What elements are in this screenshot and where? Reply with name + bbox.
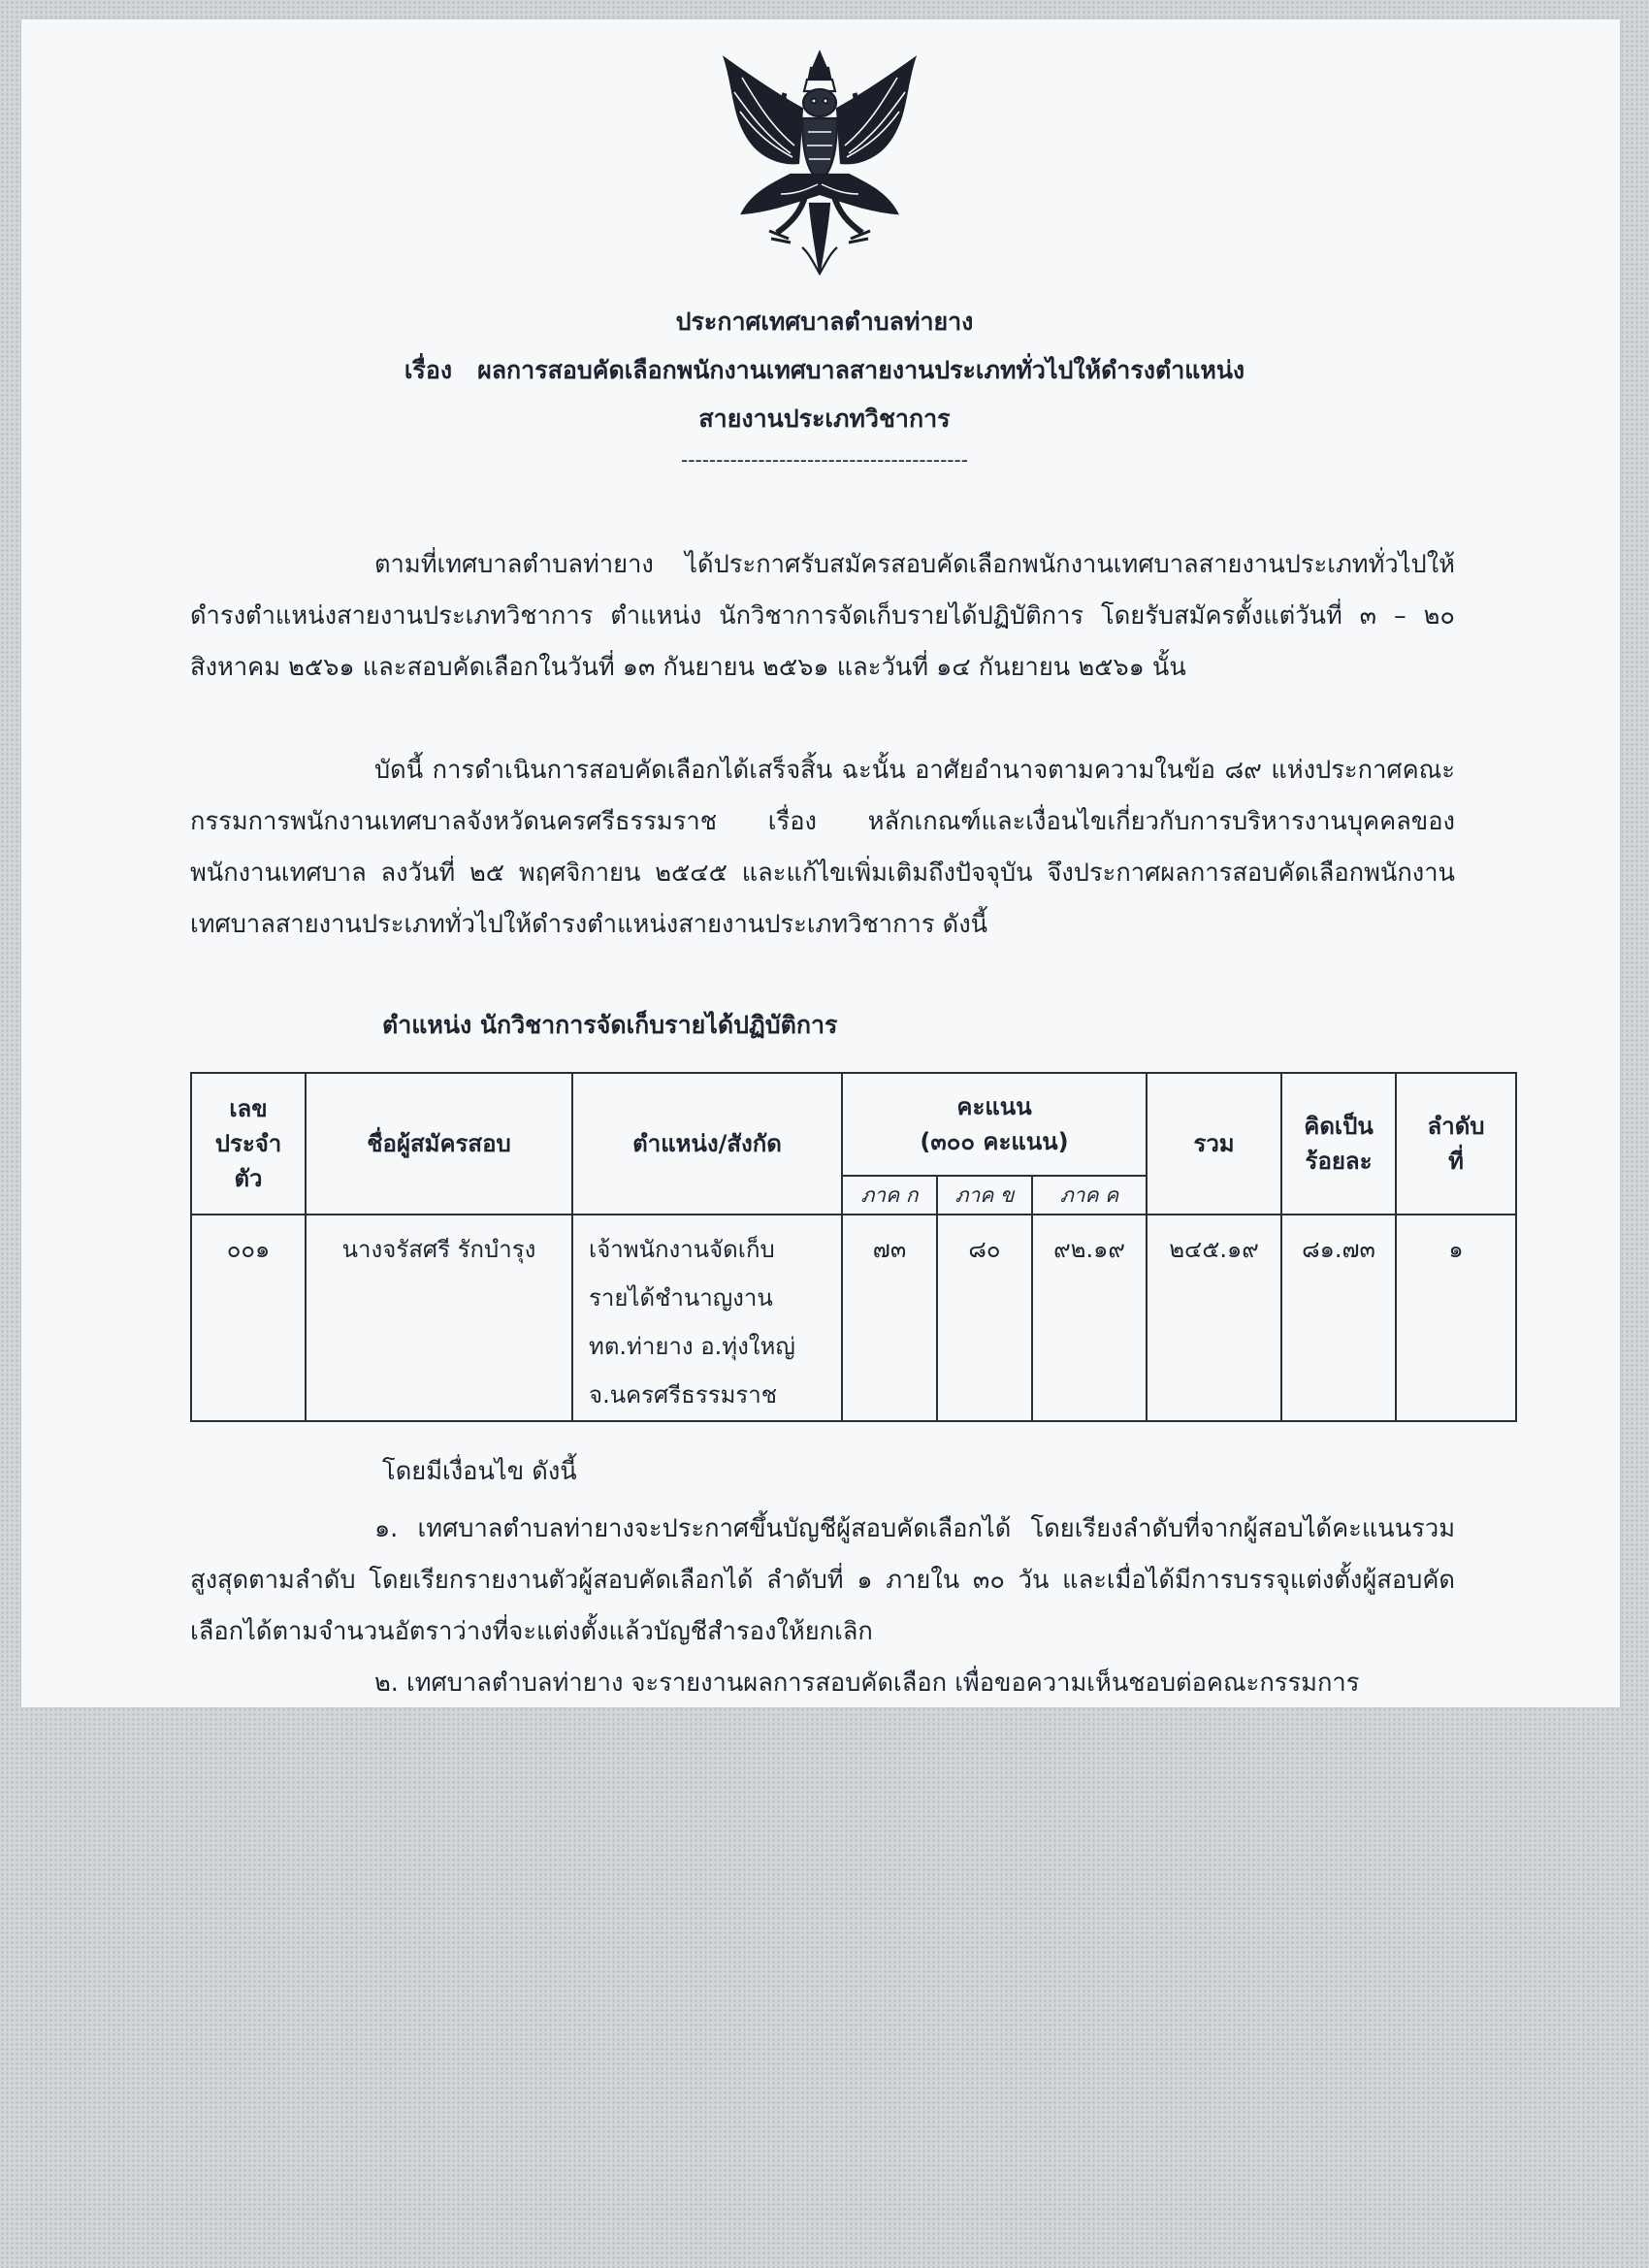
cell-position-line4: จ.นครศรีธรรมราช	[589, 1381, 778, 1409]
table-header-row	[191, 1073, 1516, 1176]
header-rank-line1: ลำดับ	[1427, 1113, 1485, 1140]
header-percent-line2: ร้อยละ	[1305, 1148, 1373, 1175]
header-percent	[1281, 1073, 1396, 1215]
conditions-intro: โดยมีเงื่อนไข ดังนี้	[382, 1457, 577, 1486]
paragraph-intro	[190, 539, 1455, 694]
cell-position-line1: เจ้าพนักงานจัดเก็บ	[589, 1236, 775, 1263]
header-score-line1: คะแนน	[956, 1093, 1032, 1120]
header-part-a: ภาค ก	[842, 1176, 937, 1215]
header-total: รวม	[1147, 1073, 1281, 1215]
announcement-subject	[0, 351, 1649, 390]
header-part-b: ภาค ข	[937, 1176, 1032, 1215]
header-id-line1: เลข	[229, 1095, 268, 1122]
header-part-c: ภาค ค	[1032, 1176, 1147, 1215]
condition-1-text: ๑. เทศบาลตำบลท่ายางจะประกาศขึ้นบัญชีผู้สอบคัดเลือกได้ โดยเรียงลำดับที่จากผู้สอบได้คะแนนรวมสูงสุดตามลำดับ โดยเรียกรายงานตัวผู้สอบคัดเลือกได้ ลำดับที่ ๑ ภายใน ๓๐ วัน และเมื่อได้มีการบรรจุแต่งตั้งผู้สอบคัดเลือกได้ตามจำนวนอัตราว่างที่จะแต่งตั้งแล้วบัญชีสำรองให้ยกเลิก	[190, 1514, 1455, 1646]
header-score-line2: (๓๐๐ คะแนน)	[920, 1128, 1069, 1155]
subject-line-1: ผลการสอบคัดเลือกพนักงานเทศบาลสายงานประเภททั่วไปให้ดำรงตำแหน่ง	[477, 356, 1245, 384]
results-table	[190, 1072, 1517, 1422]
announcement-title: ประกาศเทศบาลตำบลท่ายาง	[675, 308, 974, 336]
paragraph-announcement-text: บัดนี้ การดำเนินการสอบคัดเลือกได้เสร็จสิ้น ฉะนั้น อาศัยอำนาจตามความในข้อ ๘๙ แห่งประกาศคณะกรรมการพนักงานเทศบาลจังหวัดนครศรีธรรมราช เรื่อง หลักเกณฑ์และเงื่อนไขเกี่ยวกับการบริหารงานบุคคลของพนักงานเทศบาล ลงวันที่ ๒๕ พฤศจิกายน ๒๕๔๕ และแก้ไขเพิ่มเติมถึงปัจจุบัน จึงประกาศผลการสอบคัดเลือกพนักงานเทศบาลสายงานประเภททั่วไปให้ดำรงตำแหน่งสายงานประเภทวิชาการ ดังนี้	[190, 756, 1455, 939]
header-name: ชื่อผู้สมัครสอบ	[306, 1073, 572, 1215]
cell-id: ๐๐๑	[191, 1215, 306, 1421]
condition-2	[190, 1658, 1455, 1702]
cell-percent: ๘๑.๗๓	[1281, 1215, 1396, 1421]
paragraph-intro-text: ตามที่เทศบาลตำบลท่ายาง ได้ประกาศรับสมัครสอบคัดเลือกพนักงานเทศบาลสายงานประเภททั่วไปให้ดำรงตำแหน่งสายงานประเภทวิชาการ ตำแหน่ง นักวิชาการจัดเก็บรายได้ปฏิบัติการ โดยรับสมัครตั้งแต่วันที่ ๓ – ๒๐ สิงหาคม ๒๕๖๑ และสอบคัดเลือกในวันที่ ๑๓ กันยายน ๒๕๖๑ และวันที่ ๑๔ กันยายน ๒๕๖๑ นั้น	[190, 550, 1455, 682]
cell-part-a: ๗๓	[842, 1215, 937, 1421]
table-row	[191, 1215, 1516, 1421]
header-id-line3: ตัว	[234, 1165, 263, 1192]
condition-1	[190, 1504, 1455, 1658]
cell-part-b: ๘๐	[937, 1215, 1032, 1421]
header-divider: -----------------------------------------	[681, 448, 968, 471]
header-percent-line1: คิดเป็น	[1304, 1113, 1374, 1140]
header-position: ตำแหน่ง/สังกัด	[572, 1073, 842, 1215]
cell-position-line3: ทต.ท่ายาง อ.ทุ่งใหญ่	[589, 1333, 795, 1360]
cell-position-line2: รายได้ชำนาญงาน	[589, 1284, 773, 1312]
header-id	[191, 1073, 306, 1215]
garuda-emblem	[713, 49, 926, 276]
header-rank	[1396, 1073, 1516, 1215]
cell-part-c: ๙๒.๑๙	[1032, 1215, 1147, 1421]
cell-total: ๒๔๕.๑๙	[1147, 1215, 1281, 1421]
cell-position	[572, 1215, 842, 1421]
cell-rank: ๑	[1396, 1215, 1516, 1421]
paragraph-announcement	[190, 745, 1455, 951]
header-score	[842, 1073, 1147, 1176]
subject-line-2: สายงานประเภทวิชาการ	[698, 405, 951, 433]
position-heading: ตำแหน่ง นักวิชาการจัดเก็บรายได้ปฏิบัติการ	[382, 1011, 838, 1039]
header-rank-line2: ที่	[1448, 1148, 1464, 1175]
cell-name: นางจรัสศรี รักบำรุง	[306, 1215, 572, 1421]
subject-label: เรื่อง	[404, 356, 453, 384]
condition-2-text: ๒. เทศบาลตำบลท่ายาง จะรายงานผลการสอบคัดเลือก เพื่อขอความเห็นชอบต่อคณะกรรมการ	[374, 1669, 1360, 1698]
header-id-line2: ประจำ	[214, 1130, 282, 1157]
